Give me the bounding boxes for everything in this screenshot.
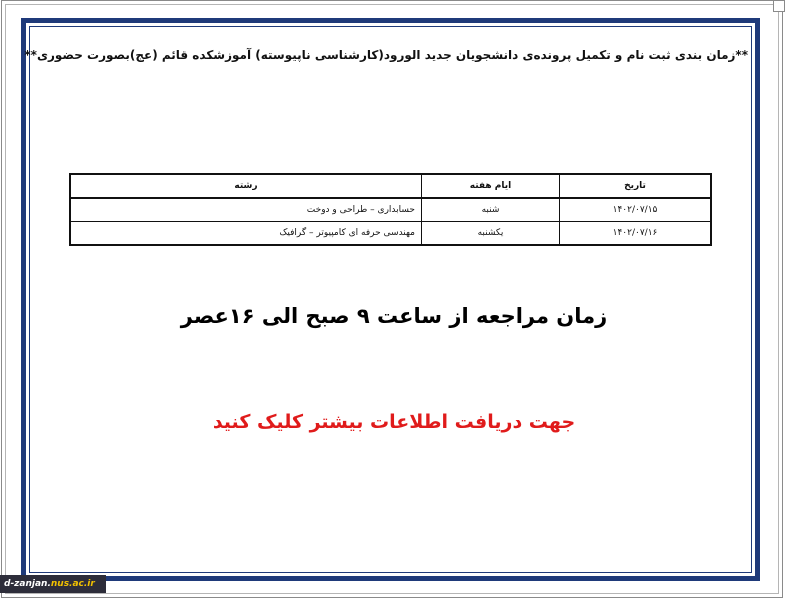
column-header-weekday: ایام هفته [422, 174, 560, 198]
cell-weekday: یکشنبه [422, 222, 560, 246]
site-watermark [0, 575, 106, 593]
cell-date: ۱۴۰۲/۰۷/۱۶ [560, 222, 712, 246]
watermark-domain: nus.ac.ir [50, 579, 95, 589]
table-row [70, 222, 711, 246]
column-header-field: رشته [70, 174, 422, 198]
table-header-row [70, 174, 711, 198]
registration-schedule-table [69, 173, 712, 246]
table-row [70, 198, 711, 222]
cell-date: ۱۴۰۲/۰۷/۱۵ [560, 198, 712, 222]
cell-field: حسابداری – طراحی و دوخت [70, 198, 422, 222]
corner-box [773, 0, 785, 12]
announcement-title: **زمان بندی ثبت نام و تکمیل پرونده‌ی دانشجویان جدید الورود(کارشناسی ناپیوسته) آموزشکده قائم (عج)بصورت حضوری** [24, 48, 748, 62]
cell-field: مهندسی حرفه ای کامپیوتر – گرافیک [70, 222, 422, 246]
column-header-date: تاریخ [560, 174, 712, 198]
visiting-hours-text: زمان مراجعه از ساعت ۹ صبح الی ۱۶عصر [180, 304, 608, 328]
more-info-link[interactable]: جهت دریافت اطلاعات بیشتر کلیک کنید [212, 411, 576, 433]
watermark-prefix: d-zanjan. [4, 579, 51, 589]
cell-weekday: شنبه [422, 198, 560, 222]
document-border [21, 18, 760, 581]
document-border-inner [24, 26, 752, 573]
